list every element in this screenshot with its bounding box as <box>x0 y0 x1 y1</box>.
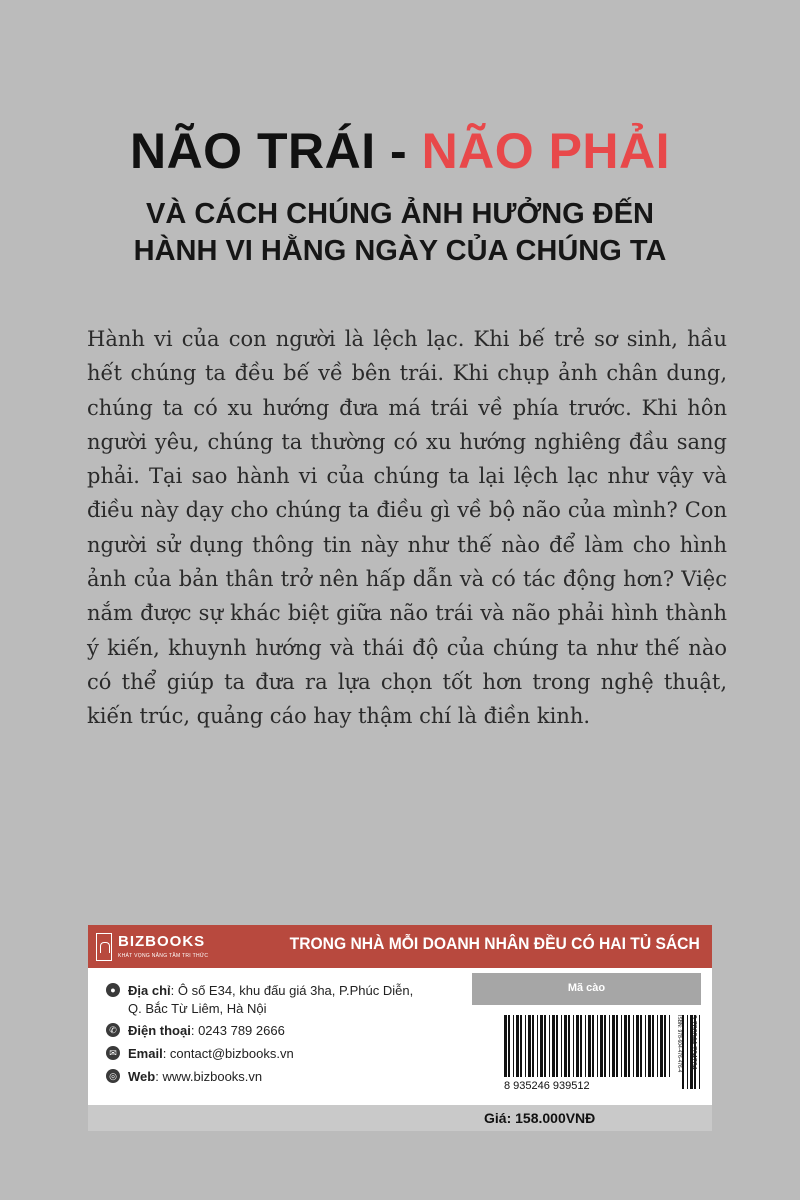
address-label: Địa chỉ <box>128 983 171 998</box>
web-value: : www.bizbooks.vn <box>155 1069 263 1084</box>
book-description: Hành vi của con người là lệch lạc. Khi bế trẻ sơ sinh, hầu hết chúng ta đều bế về bên trái. Khi chụp ảnh chân dung, chúng ta có xu hướng đưa má trái về phía trước. Khi hôn người yêu, chúng ta thường có xu hướng nghiêng đầu sang phải. Tại sao hành vi của chúng ta lại lệch lạc như vậy và điều này dạy cho chúng ta điều gì về bộ não của mình? Con người sử dụng thông tin này như thế nào để làm cho hình ảnh của bản thân trở nên hấp dẫn và có tác động hơn? Việc nắm được sự khác biệt giữa não trái và não phải hình thành ý kiến, khuynh hướng và thái độ của chúng ta như thế nào có thể giúp ta đưa ra lựa chọn tốt hơn trong nghệ thuật, kiến trúc, quảng cáo hay thậm chí là điền kinh. <box>87 327 727 729</box>
publisher-slogan: TRONG NHÀ MỖI DOANH NHÂN ĐỀU CÓ HAI TỦ SÁCH <box>289 934 700 953</box>
subtitle-line-1: VÀ CÁCH CHÚNG ẢNH HƯỞNG ĐẾN <box>146 198 654 230</box>
globe-icon: ◎ <box>106 1069 120 1083</box>
bizbooks-logo-icon <box>96 933 112 961</box>
publisher-logo-tagline: KHÁT VỌNG NÂNG TẦM TRI THỨC <box>118 953 209 959</box>
publisher-logo: BIZBOOKS <box>118 933 206 950</box>
publisher-banner <box>88 925 712 968</box>
contact-phone <box>106 1022 285 1040</box>
price: Giá: 158.000VNĐ <box>484 1110 596 1126</box>
phone-icon: ✆ <box>106 1023 120 1037</box>
address-line-1: : Ô số E34, khu đấu giá 3ha, P.Phúc Diễn, <box>170 983 414 998</box>
title-part-left: NÃO TRÁI - <box>129 123 422 179</box>
phone-value: : 0243 789 2666 <box>190 1023 285 1038</box>
scratch-code-panel: Mã cào <box>472 973 701 1005</box>
isbn-number: 9 786044 764764 <box>690 1015 697 1070</box>
location-pin-icon: ● <box>106 983 120 997</box>
email-label: Email <box>128 1046 163 1061</box>
publisher-footer <box>88 925 712 1131</box>
contact-email <box>106 1045 294 1063</box>
barcode-number: 8 935246 939512 <box>504 1080 590 1091</box>
title-part-right: NÃO PHẢI <box>421 123 671 179</box>
book-title <box>0 122 800 180</box>
contact-web <box>106 1068 262 1086</box>
web-label: Web <box>128 1069 156 1084</box>
isbn-text: ISBN: 978-604-476-476-4 <box>676 1015 682 1073</box>
address-line-2: Q. Bắc Từ Liêm, Hà Nội <box>128 1001 267 1016</box>
price-bar <box>88 1105 712 1131</box>
barcode <box>498 1013 702 1091</box>
email-icon: ✉ <box>106 1046 120 1060</box>
book-subtitle <box>0 196 800 270</box>
phone-label: Điện thoại <box>128 1023 191 1038</box>
subtitle-line-2: HÀNH VI HẰNG NGÀY CỦA CHÚNG TA <box>133 235 667 267</box>
email-value: : contact@bizbooks.vn <box>162 1046 294 1061</box>
contact-address <box>106 982 413 1018</box>
